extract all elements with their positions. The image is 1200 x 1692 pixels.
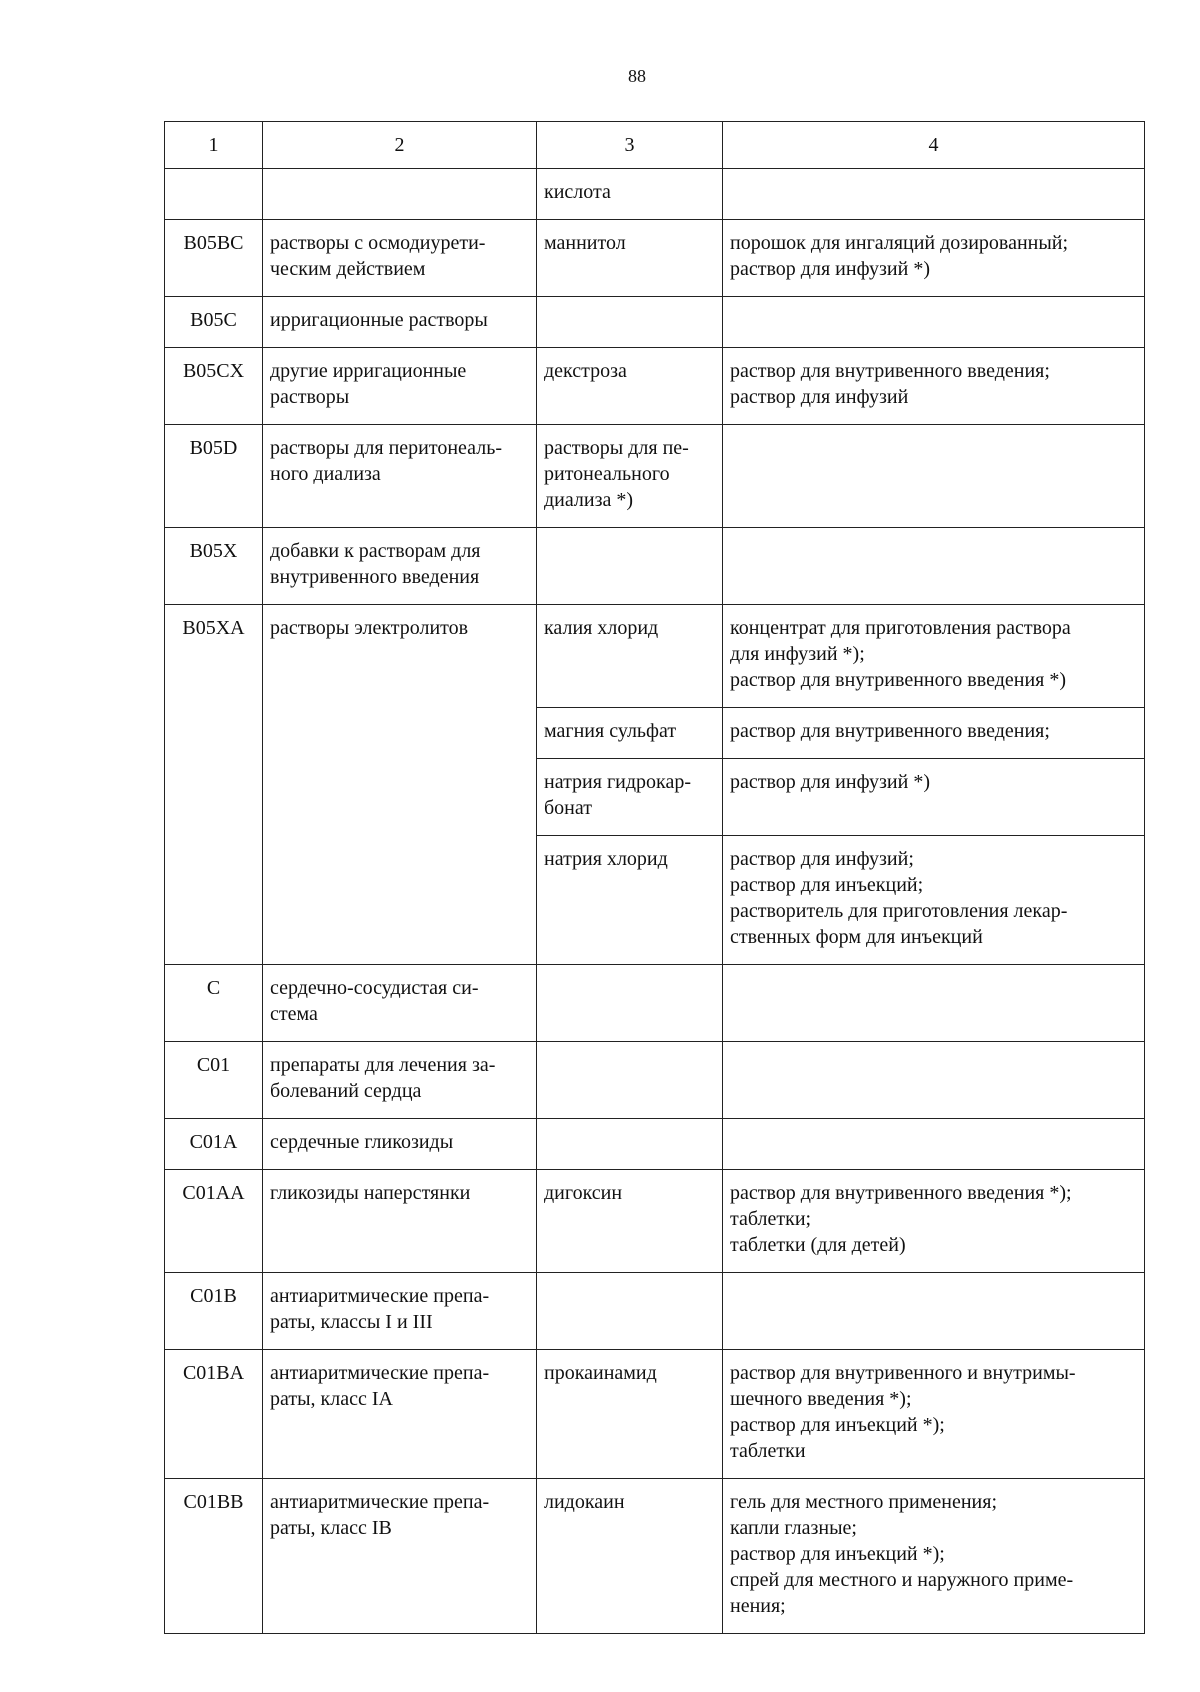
table-row [165,1350,1145,1479]
atc-code-cell: B05D [165,425,263,528]
group-cell: антиаритмические препа- раты, класс IA [263,1350,537,1479]
table-row [165,169,1145,220]
drug-list-table [164,121,1145,1634]
atc-code-cell: B05X [165,528,263,605]
drug-cell [537,965,723,1042]
drug-cell: лидокаин [537,1479,723,1634]
atc-code-cell: C [165,965,263,1042]
table-row [165,605,1145,708]
atc-code-cell: B05BC [165,220,263,297]
dosage-forms-cell [723,169,1145,220]
column-header-3: 3 [537,122,723,169]
drug-cell [537,297,723,348]
table-row [165,1479,1145,1634]
drug-cell: маннитол [537,220,723,297]
dosage-forms-cell [723,528,1145,605]
atc-code-cell: C01B [165,1273,263,1350]
table-row [165,1119,1145,1170]
drug-cell: растворы для пе- ритонеального диализа *) [537,425,723,528]
dosage-forms-cell: гель для местного применения; капли глазные; раствор для инъекций *); спрей для местного и наружного приме- нения; [723,1479,1145,1634]
group-cell: добавки к растворам для внутривенного введения [263,528,537,605]
dosage-forms-cell: концентрат для приготовления раствора для инфузий *); раствор для внутривенного введения *) [723,605,1145,708]
group-cell: ирригационные растворы [263,297,537,348]
dosage-forms-cell [723,1273,1145,1350]
group-cell: растворы электролитов [263,605,537,965]
group-cell: препараты для лечения за- болеваний сердца [263,1042,537,1119]
atc-code-cell: C01BA [165,1350,263,1479]
atc-code-cell: C01BB [165,1479,263,1634]
dosage-forms-cell [723,1119,1145,1170]
drug-cell: декстроза [537,348,723,425]
drug-cell: дигоксин [537,1170,723,1273]
table-row [165,220,1145,297]
dosage-forms-cell [723,965,1145,1042]
group-cell: антиаритмические препа- раты, класс IB [263,1479,537,1634]
drug-cell: натрия хлорид [537,836,723,965]
atc-code-cell [165,169,263,220]
dosage-forms-cell: порошок для ингаляций дозированный; раствор для инфузий *) [723,220,1145,297]
group-cell [263,169,537,220]
atc-code-cell: B05C [165,297,263,348]
group-cell: антиаритмические препа- раты, классы I и III [263,1273,537,1350]
drug-cell: магния сульфат [537,708,723,759]
dosage-forms-cell [723,1042,1145,1119]
atc-code-cell: B05CX [165,348,263,425]
drug-cell [537,1273,723,1350]
dosage-forms-cell: раствор для инфузий; раствор для инъекций; растворитель для приготовления лекар- ственных форм для инъекций [723,836,1145,965]
drug-cell [537,1119,723,1170]
dosage-forms-cell: раствор для внутривенного и внутримы- шечного введения *); раствор для инъекций *); таблетки [723,1350,1145,1479]
atc-code-cell: C01A [165,1119,263,1170]
table-row [165,528,1145,605]
drug-cell [537,1042,723,1119]
dosage-forms-cell: раствор для внутривенного введения; раствор для инфузий [723,348,1145,425]
dosage-forms-cell: раствор для инфузий *) [723,759,1145,836]
drug-cell: натрия гидрокар- бонат [537,759,723,836]
group-cell: гликозиды наперстянки [263,1170,537,1273]
table-row [165,1170,1145,1273]
table-header-row [165,122,1145,169]
column-header-4: 4 [723,122,1145,169]
table-row [165,425,1145,528]
group-cell: другие ирригационные растворы [263,348,537,425]
group-cell: сердечно-сосудистая си- стема [263,965,537,1042]
dosage-forms-cell [723,425,1145,528]
table-row [165,1273,1145,1350]
dosage-forms-cell [723,297,1145,348]
table-row [165,297,1145,348]
table-row [165,1042,1145,1119]
column-header-1: 1 [165,122,263,169]
dosage-forms-cell: раствор для внутривенного введения; [723,708,1145,759]
dosage-forms-cell: раствор для внутривенного введения *); таблетки; таблетки (для детей) [723,1170,1145,1273]
drug-cell: кислота [537,169,723,220]
atc-code-cell: C01 [165,1042,263,1119]
table-row [165,965,1145,1042]
drug-cell: калия хлорид [537,605,723,708]
column-header-2: 2 [263,122,537,169]
table-row [165,348,1145,425]
group-cell: растворы с осмодиурети- ческим действием [263,220,537,297]
drug-cell: прокаинамид [537,1350,723,1479]
atc-code-cell: B05XA [165,605,263,965]
atc-code-cell: C01AA [165,1170,263,1273]
group-cell: растворы для перитонеаль- ного диализа [263,425,537,528]
page-number: 88 [628,66,646,86]
group-cell: сердечные гликозиды [263,1119,537,1170]
drug-cell [537,528,723,605]
